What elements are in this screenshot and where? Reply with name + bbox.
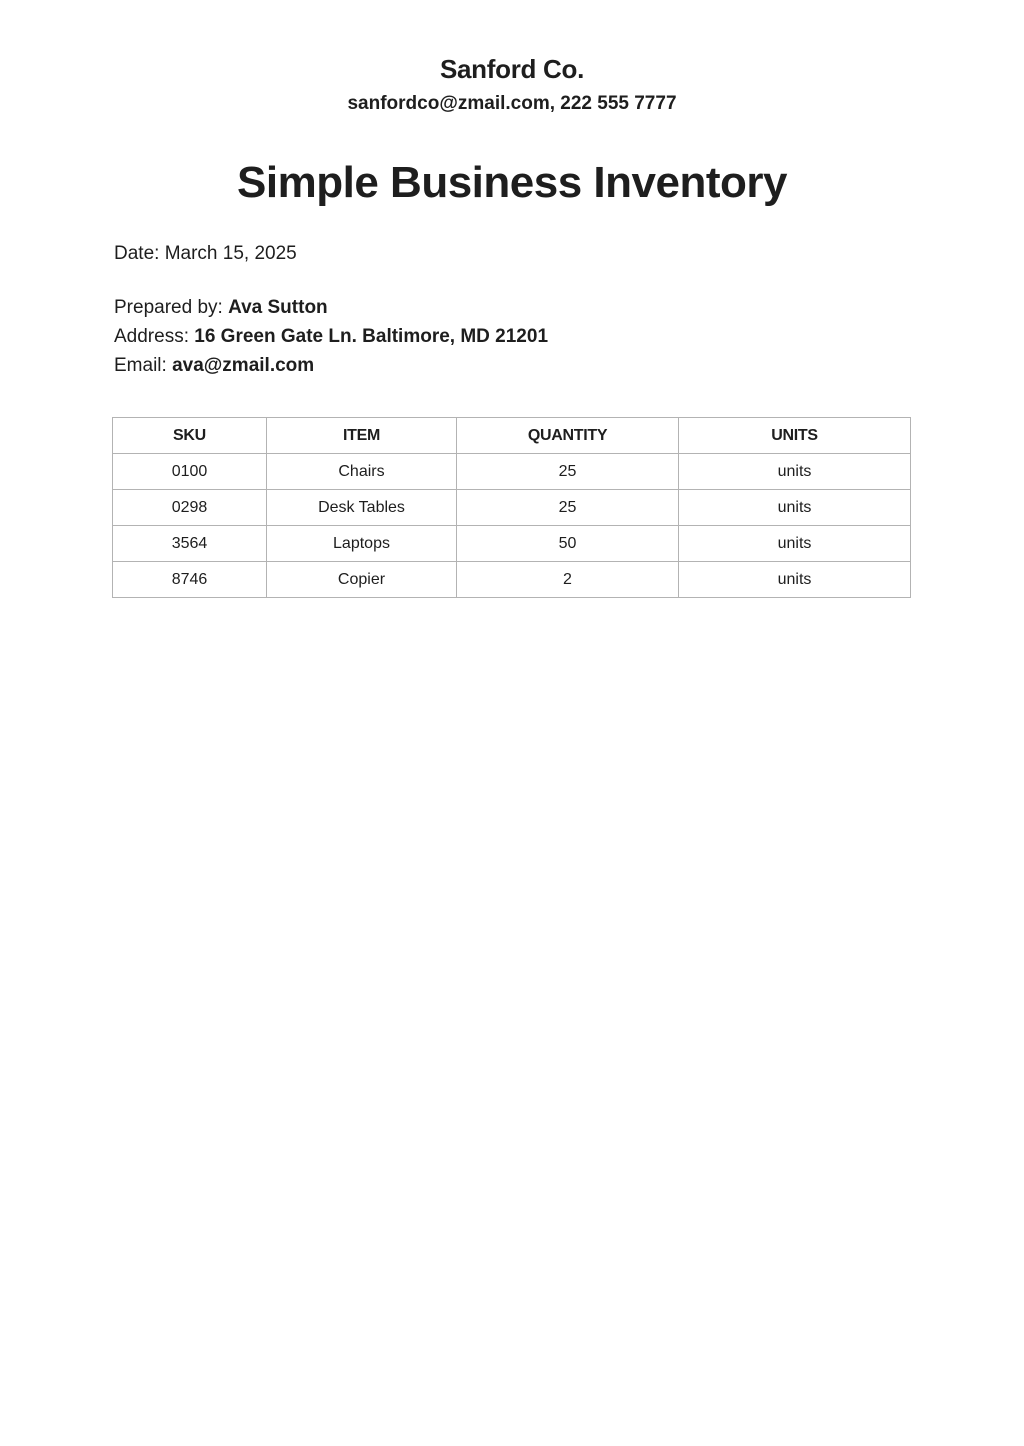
table-row xyxy=(113,526,911,562)
cell-item: Desk Tables xyxy=(267,490,457,526)
address-value: 16 Green Gate Ln. Baltimore, MD 21201 xyxy=(194,326,549,347)
company-name: Sanford Co. xyxy=(439,54,585,84)
cell-sku: 8746 xyxy=(113,562,267,598)
column-header-item: ITEM xyxy=(267,418,457,454)
column-header-quantity: QUANTITY xyxy=(457,418,679,454)
address-line xyxy=(114,325,548,349)
prepared-by-label: Prepared by: xyxy=(114,297,223,318)
date-label: Date: xyxy=(114,243,160,264)
prepared-by-line xyxy=(114,296,328,320)
company-contact: sanfordco@zmail.com, 222 555 7777 xyxy=(347,93,677,114)
prepared-by-value: Ava Sutton xyxy=(228,297,328,318)
address-label: Address: xyxy=(114,326,189,347)
email-label: Email: xyxy=(114,355,167,376)
cell-item: Laptops xyxy=(267,526,457,562)
column-header-units: UNITS xyxy=(679,418,911,454)
cell-quantity: 25 xyxy=(457,490,679,526)
cell-units: units xyxy=(679,490,911,526)
date-value: March 15, 2025 xyxy=(164,243,297,264)
cell-units: units xyxy=(679,562,911,598)
cell-quantity: 50 xyxy=(457,526,679,562)
cell-sku: 3564 xyxy=(113,526,267,562)
table-row xyxy=(113,490,911,526)
cell-units: units xyxy=(679,526,911,562)
table-row xyxy=(113,562,911,598)
date-line xyxy=(114,242,297,266)
column-header-sku: SKU xyxy=(113,418,267,454)
table-header-row xyxy=(113,418,911,454)
table-row xyxy=(113,454,911,490)
inventory-table xyxy=(112,417,911,598)
cell-units: units xyxy=(679,454,911,490)
cell-sku: 0100 xyxy=(113,454,267,490)
cell-quantity: 2 xyxy=(457,562,679,598)
email-line xyxy=(114,354,314,378)
cell-item: Copier xyxy=(267,562,457,598)
cell-item: Chairs xyxy=(267,454,457,490)
cell-quantity: 25 xyxy=(457,454,679,490)
cell-sku: 0298 xyxy=(113,490,267,526)
email-value: ava@zmail.com xyxy=(172,355,315,376)
document-title: Simple Business Inventory xyxy=(237,158,787,207)
